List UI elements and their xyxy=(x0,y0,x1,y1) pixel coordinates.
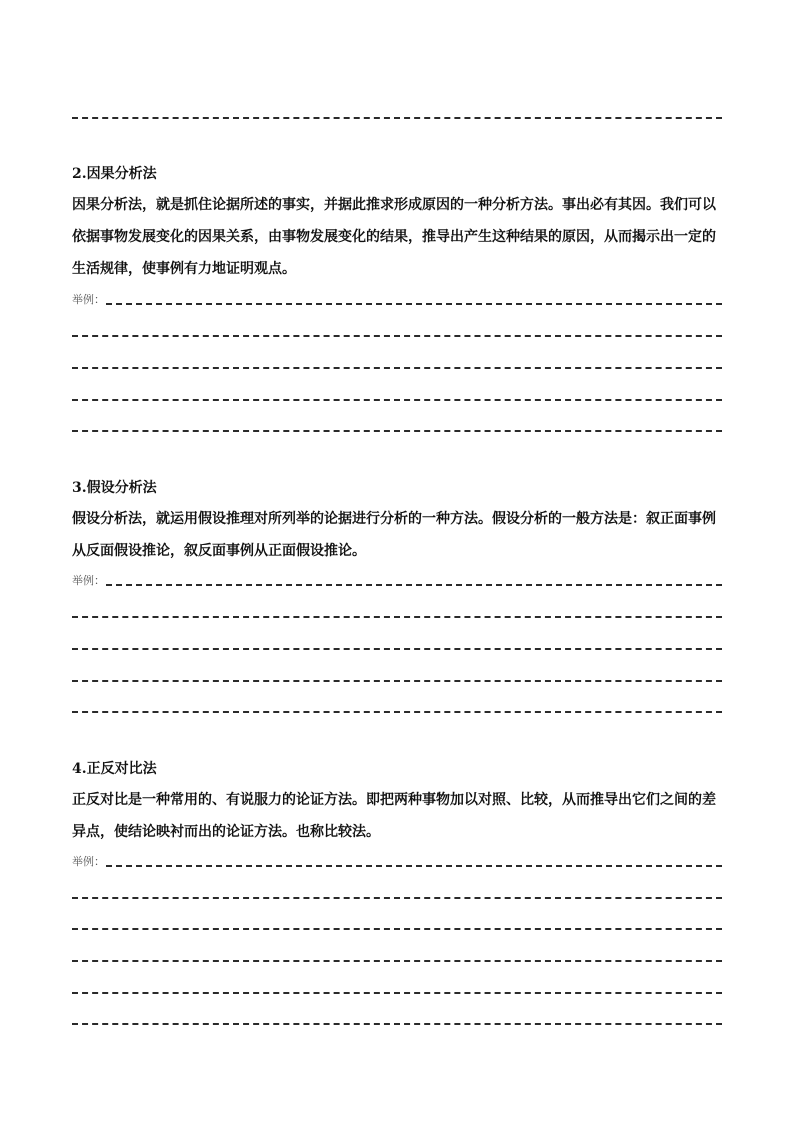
answer-line[interactable] xyxy=(72,117,722,119)
answer-line[interactable] xyxy=(72,928,722,930)
example-label: 举例： xyxy=(72,574,105,587)
answer-line[interactable] xyxy=(106,584,722,586)
answer-line[interactable] xyxy=(72,367,722,369)
answer-line[interactable] xyxy=(72,680,722,682)
answer-line[interactable] xyxy=(72,711,722,713)
answer-line[interactable] xyxy=(72,430,722,432)
answer-line[interactable] xyxy=(106,865,722,867)
answer-line[interactable] xyxy=(72,399,722,401)
answer-line[interactable] xyxy=(106,303,722,305)
section-heading-causal-analysis: 2.因果分析法 xyxy=(72,166,157,182)
example-label: 举例： xyxy=(72,855,105,868)
section-body-hypothesis-analysis: 假设分析法，就运用假设推理对所列举的论据进行分析的一种方法。假设分析的一般方法是：叙正面事例从反面假设推论，叙反面事例从正面假设推论。 xyxy=(72,511,716,559)
answer-line[interactable] xyxy=(72,335,722,337)
answer-line[interactable] xyxy=(72,648,722,650)
answer-line[interactable] xyxy=(72,960,722,962)
answer-line[interactable] xyxy=(72,897,722,899)
section-heading-contrast-comparison: 4.正反对比法 xyxy=(72,761,157,777)
example-label: 举例： xyxy=(72,293,105,306)
section-body-causal-analysis: 因果分析法，就是抓住论据所述的事实，并据此推求形成原因的一种分析方法。事出必有其因。我们可以依据事物发展变化的因果关系，由事物发展变化的结果，推导出产生这种结果的原因，从而揭示出一定的生活规律，使事例有力地证明观点。 xyxy=(72,197,716,277)
answer-line[interactable] xyxy=(72,992,722,994)
answer-line[interactable] xyxy=(72,1023,722,1025)
section-body-contrast-comparison: 正反对比是一种常用的、有说服力的论证方法。即把两种事物加以对照、比较，从而推导出它们之间的差异点，使结论映衬而出的论证方法。也称比较法。 xyxy=(72,792,716,840)
section-heading-hypothesis-analysis: 3.假设分析法 xyxy=(72,480,157,496)
answer-line[interactable] xyxy=(72,616,722,618)
